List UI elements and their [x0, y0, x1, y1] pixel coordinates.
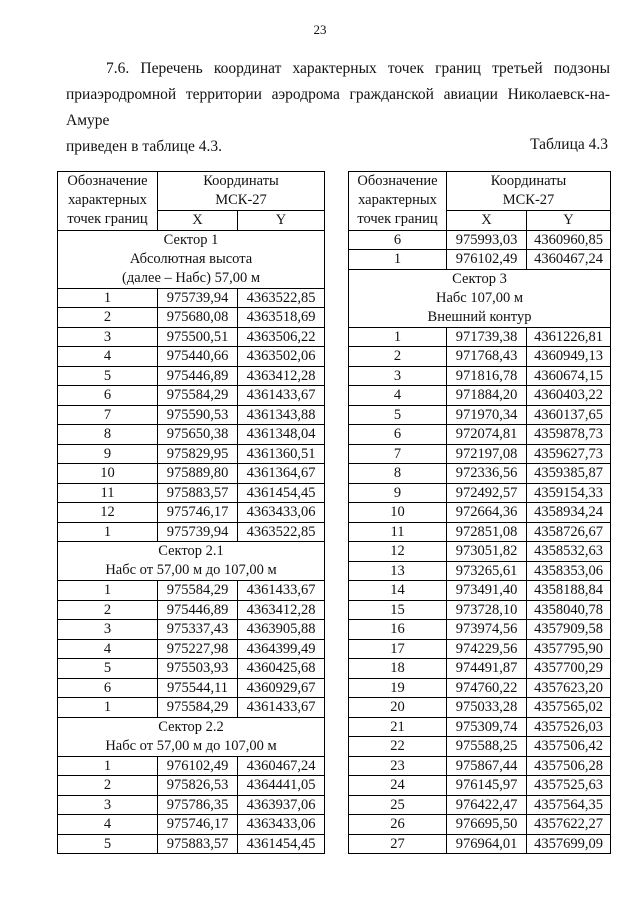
- point-number-cell: 2: [58, 600, 158, 620]
- coord-y-cell: 4363506,22: [238, 327, 325, 347]
- header-point-line-3: точек границ: [357, 211, 438, 228]
- point-number-cell: 12: [58, 503, 158, 523]
- table-row: [349, 639, 611, 659]
- coord-x-cell: 974229,56: [447, 639, 527, 659]
- coord-x-cell: 975503,93: [158, 659, 238, 679]
- header-point-line-1: Обозначение: [357, 173, 438, 190]
- table-row: [349, 600, 611, 620]
- point-number-cell: 1: [58, 288, 158, 308]
- coord-y-cell: 4363937,06: [238, 795, 325, 815]
- table-caption: Таблица 4.3: [530, 136, 608, 153]
- table-row: [58, 503, 325, 523]
- point-number-cell: 3: [349, 366, 447, 386]
- table-row: [349, 386, 611, 406]
- coord-y-cell: 4359878,73: [527, 425, 611, 445]
- header-point-designation: [349, 172, 447, 231]
- section-row: [58, 717, 325, 756]
- coord-y-cell: 4361454,45: [238, 483, 325, 503]
- point-number-cell: 6: [349, 425, 447, 445]
- table-row: [349, 444, 611, 464]
- section-title-line: (далее – Набс) 57,00 м: [122, 269, 260, 286]
- point-number-cell: 2: [58, 776, 158, 796]
- coord-y-cell: 4361226,81: [527, 327, 611, 347]
- header-point-line-3: точек границ: [67, 211, 148, 228]
- table-row: [349, 756, 611, 776]
- coord-y-cell: 4360137,65: [527, 405, 611, 425]
- coord-x-cell: 975746,17: [158, 815, 238, 835]
- table-row: [349, 620, 611, 640]
- coord-x-cell: 975680,08: [158, 308, 238, 328]
- point-number-cell: 11: [58, 483, 158, 503]
- table-row: [349, 366, 611, 386]
- point-number-cell: 1: [58, 581, 158, 601]
- coord-y-cell: 4361454,45: [238, 834, 325, 854]
- point-number-cell: 25: [349, 795, 447, 815]
- coord-y-cell: 4363522,85: [238, 522, 325, 542]
- coord-x-cell: 976422,47: [447, 795, 527, 815]
- point-number-cell: 2: [349, 347, 447, 367]
- coord-y-cell: 4357795,90: [527, 639, 611, 659]
- point-number-cell: 7: [58, 405, 158, 425]
- point-number-cell: 2: [58, 308, 158, 328]
- table-header-row: [349, 172, 611, 211]
- coord-x-cell: 972336,56: [447, 464, 527, 484]
- table-row: [349, 405, 611, 425]
- coord-y-cell: 4360467,24: [527, 250, 611, 270]
- coord-y-cell: 4358040,78: [527, 600, 611, 620]
- coord-y-cell: 4357699,09: [527, 834, 611, 854]
- coord-y-cell: 4363905,88: [238, 620, 325, 640]
- coord-x-cell: 975867,44: [447, 756, 527, 776]
- coord-x-cell: 973051,82: [447, 542, 527, 562]
- coord-x-cell: 972074,81: [447, 425, 527, 445]
- coord-y-cell: 4360674,15: [527, 366, 611, 386]
- header-coordinates-line-1: Координаты: [203, 173, 279, 189]
- page-number: 23: [313, 22, 327, 37]
- table-row: [349, 717, 611, 737]
- point-number-cell: 4: [58, 347, 158, 367]
- coord-y-cell: 4363412,28: [238, 366, 325, 386]
- table-row: [349, 581, 611, 601]
- coord-x-cell: 973728,10: [447, 600, 527, 620]
- coord-y-cell: 4364441,05: [238, 776, 325, 796]
- paragraph-line-2: приаэродромной территории аэродрома гражданской авиации Николаевск-на-Амуре: [66, 86, 610, 129]
- point-number-cell: 19: [349, 678, 447, 698]
- point-number-cell: 16: [349, 620, 447, 640]
- table-row: [58, 698, 325, 718]
- coord-x-cell: 975584,29: [158, 386, 238, 406]
- point-number-cell: 18: [349, 659, 447, 679]
- table-row: [58, 386, 325, 406]
- coord-y-cell: 4357506,28: [527, 756, 611, 776]
- coordinates-table-left: [57, 171, 325, 854]
- coord-y-cell: 4357565,02: [527, 698, 611, 718]
- coord-y-cell: 4359154,33: [527, 483, 611, 503]
- coord-y-cell: 4361433,67: [238, 698, 325, 718]
- coord-x-cell: 976102,49: [447, 250, 527, 270]
- table-row: [349, 483, 611, 503]
- coord-x-cell: 972197,08: [447, 444, 527, 464]
- table-row: [349, 776, 611, 796]
- table-row: [58, 425, 325, 445]
- coordinates-table-right: [348, 171, 611, 854]
- coord-x-cell: 975746,17: [158, 503, 238, 523]
- table-row: [349, 795, 611, 815]
- coord-x-cell: 975584,29: [158, 581, 238, 601]
- coord-y-cell: 4363433,06: [238, 503, 325, 523]
- point-number-cell: 26: [349, 815, 447, 835]
- point-number-cell: 10: [58, 464, 158, 484]
- header-point-line-1: Обозначение: [67, 173, 148, 190]
- table-row: [349, 425, 611, 445]
- coord-x-cell: 976102,49: [158, 756, 238, 776]
- header-x: X: [158, 211, 238, 231]
- coord-x-cell: 975588,25: [447, 737, 527, 757]
- point-number-cell: 4: [58, 815, 158, 835]
- point-number-cell: 8: [58, 425, 158, 445]
- coord-y-cell: 4358532,63: [527, 542, 611, 562]
- coord-x-cell: 975544,11: [158, 678, 238, 698]
- table-row: [349, 542, 611, 562]
- table-row: [349, 737, 611, 757]
- coord-y-cell: 4357525,63: [527, 776, 611, 796]
- coord-x-cell: 975440,66: [158, 347, 238, 367]
- coord-x-cell: 974760,22: [447, 678, 527, 698]
- header-x: X: [447, 211, 527, 231]
- point-number-cell: 27: [349, 834, 447, 854]
- point-number-cell: 1: [58, 756, 158, 776]
- header-coordinates: [447, 172, 611, 211]
- coord-x-cell: 972851,08: [447, 522, 527, 542]
- point-number-cell: 11: [349, 522, 447, 542]
- point-number-cell: 1: [58, 698, 158, 718]
- point-number-cell: 5: [58, 366, 158, 386]
- coord-x-cell: 975786,35: [158, 795, 238, 815]
- table-row: [349, 347, 611, 367]
- table-header-row: [58, 172, 325, 211]
- coord-y-cell: 4363522,85: [238, 288, 325, 308]
- header-point-line-2: характерных: [68, 192, 147, 209]
- point-number-cell: 22: [349, 737, 447, 757]
- coord-x-cell: 971970,34: [447, 405, 527, 425]
- table-row: [58, 581, 325, 601]
- coord-y-cell: 4360403,22: [527, 386, 611, 406]
- point-number-cell: 6: [58, 386, 158, 406]
- header-y: Y: [238, 211, 325, 231]
- coord-y-cell: 4364399,49: [238, 639, 325, 659]
- table-row: [349, 561, 611, 581]
- point-number-cell: 1: [349, 250, 447, 270]
- point-number-cell: 5: [349, 405, 447, 425]
- coord-x-cell: 975650,38: [158, 425, 238, 445]
- section-row: [58, 230, 325, 288]
- coord-x-cell: 973491,40: [447, 581, 527, 601]
- coord-x-cell: 971884,20: [447, 386, 527, 406]
- coord-x-cell: 975309,74: [447, 717, 527, 737]
- coord-y-cell: 4358353,06: [527, 561, 611, 581]
- point-number-cell: 24: [349, 776, 447, 796]
- section-title: [58, 542, 325, 581]
- table-row: [349, 678, 611, 698]
- intro-paragraph: [66, 56, 610, 160]
- section-title-line: Абсолютная высота: [129, 250, 253, 267]
- point-number-cell: 3: [58, 795, 158, 815]
- section-title-line: Набс от 57,00 м до 107,00 м: [105, 562, 277, 578]
- coord-x-cell: 976964,01: [447, 834, 527, 854]
- table-row: [349, 503, 611, 523]
- coord-x-cell: 972664,36: [447, 503, 527, 523]
- paragraph-line-3: приведен в таблице 4.3.: [66, 138, 223, 155]
- coord-x-cell: 975337,43: [158, 620, 238, 640]
- point-number-cell: 10: [349, 503, 447, 523]
- table-row: [349, 250, 611, 270]
- header-point-designation: [58, 172, 158, 231]
- point-number-cell: 21: [349, 717, 447, 737]
- coord-x-cell: 975590,53: [158, 405, 238, 425]
- coord-x-cell: 974491,87: [447, 659, 527, 679]
- section-title: [349, 269, 611, 327]
- table-row: [58, 834, 325, 854]
- coord-x-cell: 975739,94: [158, 288, 238, 308]
- point-number-cell: 9: [58, 444, 158, 464]
- coord-x-cell: 975883,57: [158, 834, 238, 854]
- table-row: [58, 678, 325, 698]
- coord-y-cell: 4360960,85: [527, 230, 611, 250]
- coord-y-cell: 4363412,28: [238, 600, 325, 620]
- point-number-cell: 5: [58, 834, 158, 854]
- point-number-cell: 7: [349, 444, 447, 464]
- section-title-line: Набс от 57,00 м до 107,00 м: [105, 737, 277, 754]
- point-number-cell: 4: [349, 386, 447, 406]
- coord-y-cell: 4361433,67: [238, 581, 325, 601]
- header-point-line-2: характерных: [358, 192, 437, 209]
- coord-x-cell: 971816,78: [447, 366, 527, 386]
- point-number-cell: 3: [58, 620, 158, 640]
- table-row: [58, 815, 325, 835]
- coord-y-cell: 4357700,29: [527, 659, 611, 679]
- table-row: [58, 483, 325, 503]
- section-title-line: Внешний контур: [427, 308, 532, 325]
- section-title: [58, 717, 325, 756]
- point-number-cell: 6: [349, 230, 447, 250]
- section-row: [349, 269, 611, 327]
- coord-y-cell: 4357506,42: [527, 737, 611, 757]
- table-row: [58, 405, 325, 425]
- coord-x-cell: 975883,57: [158, 483, 238, 503]
- point-number-cell: 3: [58, 327, 158, 347]
- coord-y-cell: 4363502,06: [238, 347, 325, 367]
- table-row: [58, 639, 325, 659]
- point-number-cell: 13: [349, 561, 447, 581]
- coord-y-cell: 4357623,20: [527, 678, 611, 698]
- coord-x-cell: 975889,80: [158, 464, 238, 484]
- table-row: [58, 522, 325, 542]
- coord-x-cell: 976145,97: [447, 776, 527, 796]
- coord-x-cell: 976695,50: [447, 815, 527, 835]
- coord-y-cell: 4358188,84: [527, 581, 611, 601]
- coord-x-cell: 975826,53: [158, 776, 238, 796]
- coord-y-cell: 4363518,69: [238, 308, 325, 328]
- point-number-cell: 8: [349, 464, 447, 484]
- coord-x-cell: 973974,56: [447, 620, 527, 640]
- coord-x-cell: 975446,89: [158, 600, 238, 620]
- point-number-cell: 4: [58, 639, 158, 659]
- point-number-cell: 6: [58, 678, 158, 698]
- table-row: [58, 795, 325, 815]
- table-row: [349, 834, 611, 854]
- section-title: [58, 230, 325, 288]
- coord-x-cell: 975500,51: [158, 327, 238, 347]
- point-number-cell: 23: [349, 756, 447, 776]
- coord-x-cell: 975829,95: [158, 444, 238, 464]
- coord-y-cell: 4357622,27: [527, 815, 611, 835]
- section-title-line: Сектор 3: [452, 270, 507, 287]
- coord-y-cell: 4360929,67: [238, 678, 325, 698]
- point-number-cell: 9: [349, 483, 447, 503]
- point-number-cell: 20: [349, 698, 447, 718]
- coord-y-cell: 4360949,13: [527, 347, 611, 367]
- coord-x-cell: 971739,38: [447, 327, 527, 347]
- point-number-cell: 14: [349, 581, 447, 601]
- table-row: [349, 522, 611, 542]
- table-row: [349, 327, 611, 347]
- table-row: [58, 600, 325, 620]
- coord-y-cell: 4359627,73: [527, 444, 611, 464]
- table-row: [349, 659, 611, 679]
- coord-y-cell: 4357526,03: [527, 717, 611, 737]
- table-row: [58, 347, 325, 367]
- table-row: [349, 815, 611, 835]
- section-title-line: Сектор 1: [163, 231, 219, 248]
- table-row: [58, 756, 325, 776]
- section-title-line: Сектор 2.2: [158, 718, 224, 735]
- table-row: [58, 327, 325, 347]
- header-coordinates-line-2: МСК-27: [502, 192, 555, 208]
- table-row: [349, 698, 611, 718]
- coord-x-cell: 971768,43: [447, 347, 527, 367]
- table-row: [58, 659, 325, 679]
- paragraph-line-1: 7.6. Перечень координат характерных точек границ третьей подзоны: [106, 60, 610, 77]
- coord-y-cell: 4361343,88: [238, 405, 325, 425]
- coord-x-cell: 975227,98: [158, 639, 238, 659]
- coord-x-cell: 973265,61: [447, 561, 527, 581]
- coord-y-cell: 4360467,24: [238, 756, 325, 776]
- table-row: [58, 776, 325, 796]
- table-row: [58, 464, 325, 484]
- coord-y-cell: 4358726,67: [527, 522, 611, 542]
- coord-y-cell: 4361433,67: [238, 386, 325, 406]
- section-title-line: Набс 107,00 м: [435, 289, 524, 306]
- table-row: [349, 464, 611, 484]
- coord-x-cell: 975584,29: [158, 698, 238, 718]
- header-y: Y: [527, 211, 611, 231]
- table-row: [58, 444, 325, 464]
- table-row: [58, 366, 325, 386]
- point-number-cell: 12: [349, 542, 447, 562]
- coord-y-cell: 4361364,67: [238, 464, 325, 484]
- point-number-cell: 5: [58, 659, 158, 679]
- table-row: [58, 308, 325, 328]
- coord-x-cell: 975739,94: [158, 522, 238, 542]
- section-row: [58, 542, 325, 581]
- coord-y-cell: 4357909,58: [527, 620, 611, 640]
- header-coordinates-line-2: МСК-27: [215, 192, 267, 208]
- coord-x-cell: 972492,57: [447, 483, 527, 503]
- table-row: [58, 288, 325, 308]
- coord-y-cell: 4361348,04: [238, 425, 325, 445]
- point-number-cell: 1: [58, 522, 158, 542]
- table-row: [349, 230, 611, 250]
- coord-y-cell: 4358934,24: [527, 503, 611, 523]
- coord-x-cell: 975033,28: [447, 698, 527, 718]
- coord-x-cell: 975993,03: [447, 230, 527, 250]
- coord-y-cell: 4361360,51: [238, 444, 325, 464]
- coord-y-cell: 4363433,06: [238, 815, 325, 835]
- point-number-cell: 15: [349, 600, 447, 620]
- point-number-cell: 17: [349, 639, 447, 659]
- header-coordinates-line-1: Координаты: [490, 173, 567, 189]
- coord-x-cell: 975446,89: [158, 366, 238, 386]
- table-body-right: [349, 230, 611, 854]
- table-body-left: [58, 230, 325, 854]
- table-row: [58, 620, 325, 640]
- coord-y-cell: 4359385,87: [527, 464, 611, 484]
- coord-y-cell: 4360425,68: [238, 659, 325, 679]
- coord-y-cell: 4357564,35: [527, 795, 611, 815]
- point-number-cell: 1: [349, 327, 447, 347]
- section-title-line: Сектор 2.1: [158, 543, 224, 559]
- header-coordinates: [158, 172, 325, 211]
